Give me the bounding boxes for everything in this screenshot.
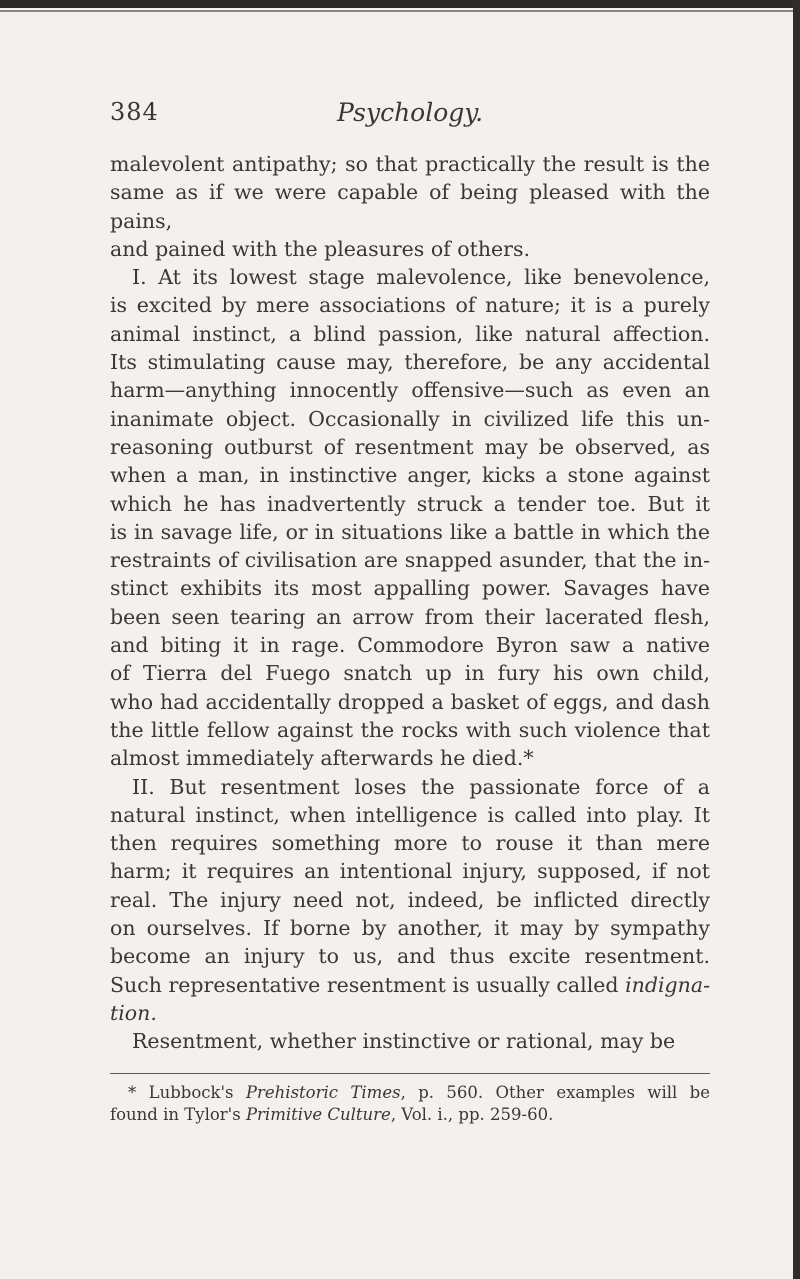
- text-line: restraints of civilisation are snapped asunder, that the in-: [110, 548, 710, 573]
- text-line: I. At its lowest stage malevolence, like benevolence,: [132, 265, 710, 290]
- footnote-title: Primitive Culture: [245, 1105, 391, 1124]
- text-line: and pained with the pleasures of others.: [110, 236, 531, 261]
- text-line: is excited by mere associations of nature; it is a purely: [110, 293, 710, 318]
- text-line: who had accidentally dropped a basket of eggs, and dash: [110, 689, 710, 714]
- text-line: become an injury to us, and thus excite resentment.: [110, 944, 710, 969]
- text-segment: Such representative resentment is usually called: [110, 972, 619, 997]
- text-line: been seen tearing an arrow from their lacerated flesh,: [110, 604, 710, 629]
- text-line: real. The injury need not, indeed, be inflicted directly: [110, 887, 710, 912]
- text-line: II. But resentment loses the passionate force of a: [132, 774, 710, 799]
- italic-word: indigna-: [625, 972, 710, 997]
- body-text: [110, 150, 710, 1056]
- text-line: reasoning outburst of resentment may be observed, as: [110, 434, 710, 459]
- text-line: of Tierra del Fuego snatch up in fury his own child,: [110, 661, 710, 686]
- text-line: is in savage life, or in situations like a battle in which the: [110, 519, 710, 544]
- text-line: same as if we were capable of being pleased with the pains,: [110, 180, 710, 233]
- top-border-thin: [0, 10, 800, 12]
- text-line: harm—anything innocently offensive—such as even an: [110, 378, 710, 403]
- italic-word: tion.: [110, 1000, 157, 1025]
- text-line: inanimate object. Occasionally in civilized life this un-: [110, 406, 710, 431]
- footnote-text: , p. 560. Other examples will be: [400, 1083, 710, 1102]
- text-line: the little fellow against the rocks with such violence that: [110, 717, 710, 742]
- footnote-text: , Vol. i., pp. 259-60.: [390, 1105, 554, 1124]
- text-line: on ourselves. If borne by another, it may by sympathy: [110, 916, 710, 941]
- text-line: [110, 971, 710, 999]
- text-line: stinct exhibits its most appalling power. Savages have: [110, 576, 710, 601]
- text-line: [110, 999, 710, 1027]
- text-line: Its stimulating cause may, therefore, be any accidental: [110, 350, 710, 375]
- running-title: Psychology.: [336, 98, 484, 127]
- footnote-line: [110, 1104, 710, 1126]
- footnote: [110, 1082, 710, 1126]
- text-line: and biting it in rage. Commodore Byron saw a native: [110, 633, 710, 658]
- text-line: animal instinct, a blind passion, like natural affection.: [110, 321, 710, 346]
- text-line: harm; it requires an intentional injury, supposed, if not: [110, 859, 710, 884]
- text-line: then requires something more to rouse it than mere: [110, 831, 710, 856]
- text-line: when a man, in instinctive anger, kicks a stone against: [110, 463, 710, 488]
- footnote-text: found in Tylor's: [110, 1105, 241, 1124]
- text-line: natural instinct, when intelligence is called into play. It: [110, 802, 710, 827]
- page-header: [110, 98, 710, 138]
- text-line: malevolent antipathy; so that practically the result is the: [110, 152, 710, 176]
- text-line: Resentment, whether instinctive or rational, may be: [132, 1029, 676, 1054]
- page-number: 384: [110, 98, 159, 126]
- footnote-line: [110, 1082, 710, 1104]
- footnote-marker: * Lubbock's: [128, 1083, 234, 1102]
- text-line: which he has inadvertently struck a tender toe. But it: [110, 491, 710, 516]
- top-border: [0, 0, 800, 8]
- page-edge: [793, 0, 800, 1279]
- footnote-divider: [110, 1073, 710, 1074]
- footnote-title: Prehistoric Times: [245, 1083, 401, 1102]
- text-line: almost immediately afterwards he died.*: [110, 746, 534, 771]
